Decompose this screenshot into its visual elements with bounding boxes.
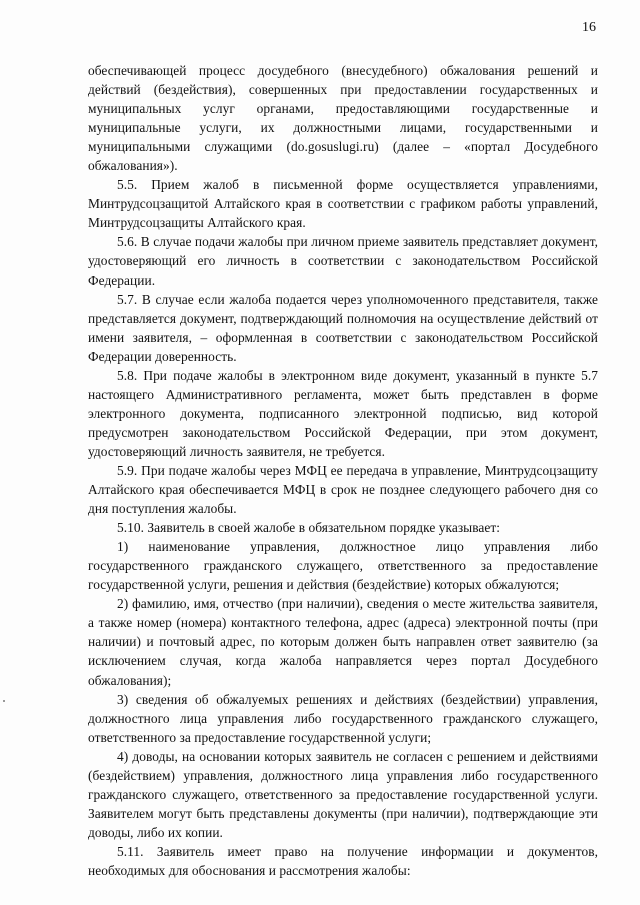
paragraph-5-8: 5.8. При подаче жалобы в электронном виде документ, указанный в пункте 5.7 настоящего Административного регламента, может быть представлен в форме электронного документа, подписанного электронной подписью, вид которой предусмотрен законодательством Российской Федерации, при этом документ, удостоверяющий личность заявителя, не требуется. bbox=[88, 367, 598, 459]
paragraph-5-5: 5.5. Прием жалоб в письменной форме осуществляется управлениями, Минтрудсоцзащитой Алтайского края в соответствии с графиком работы управлений, Минтрудсоцзащиты Алтайского края. bbox=[88, 177, 598, 231]
paragraph-5-6: 5.6. В случае подачи жалобы при личном приеме заявитель представляет документ, удостоверяющий его личность в соответствии с законодательством Российской Федерации. bbox=[88, 234, 598, 288]
list-item-3: 3) сведения об обжалуемых решениях и действиях (бездействии) управления, должностного лица управления либо государственного гражданского служащего, ответственного за предоставление государственной услуги; bbox=[88, 691, 598, 745]
paragraph-5-9: 5.9. При подаче жалобы через МФЦ ее передача в управление, Минтрудсоцзащиту Алтайского края обеспечивается МФЦ в срок не позднее следующего рабочего дня со дня поступления жалобы. bbox=[88, 462, 598, 517]
paragraph-5-11: 5.11. Заявитель имеет право на получение информации и документов, необходимых для обоснования и рассмотрения жалобы: bbox=[88, 843, 598, 878]
page-number: 16 bbox=[582, 20, 596, 35]
list-item-2: 2) фамилию, имя, отчество (при наличии), сведения о месте жительства заявителя, а также номер (номера) контактного телефона, адрес (адреса) электронной почты (при наличии) и почтовый адрес, по которым должен быть направлен ответ заявителю (за исключением случая, когда жалоба направляется через портал Досудебного обжалования); bbox=[88, 596, 598, 688]
paragraph-5-10: 5.10. Заявитель в своей жалобе в обязательном порядке указывает: bbox=[117, 520, 501, 536]
list-item-4: 4) доводы, на основании которых заявитель не согласен с решением и действиями (бездействием) управления, должностного лица управления либо государственного гражданского служащего, ответственного за предоставление государственной услуги. Заявителем могут быть представлены документы (при наличии), подтверждающие эти доводы, либо их копии. bbox=[88, 748, 598, 840]
list-item-1: 1) наименование управления, должностное лицо управления либо государственного гражданского служащего, ответственного за предоставление государственной услуги, решения и действия (бездействие) которых обжалуются; bbox=[88, 539, 598, 593]
scan-speck bbox=[3, 700, 5, 702]
paragraph-portal-continuation: обеспечивающей процесс досудебного (внесудебного) обжалования решений и действий (бездействия), совершенных при предоставлении государственных и муниципальных услуг органами, предоставляющими государственные и муниципальные услуги, их должностными лицами, государственными и муниципальными служащими (do.gosuslugi.ru) (далее – «портал Досудебного обжалования»). bbox=[88, 63, 598, 174]
document-body bbox=[88, 61, 598, 880]
paragraph-5-7: 5.7. В случае если жалоба подается через уполномоченного представителя, также представляется документ, подтверждающий полномочия на осуществление действий от имени заявителя, – оформленная в соответствии с законодательством Российской Федерации доверенность. bbox=[88, 291, 598, 364]
